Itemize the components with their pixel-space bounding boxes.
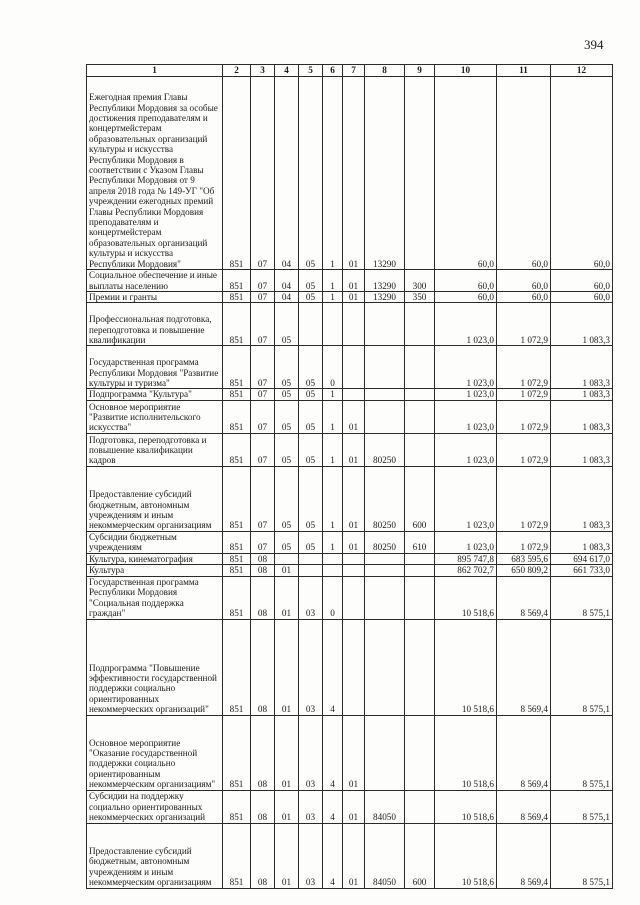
- row-value-cell: 8 569,4: [497, 576, 551, 619]
- row-name-cell: Ежегодная премия Главы Республики Мордовия за особые достижения преподавателям и концертмейстерам образовательных организаций культуры и искусства Республики Мордовия в соответствии с Указом Главы Республики Мордовия от 9 апреля 2018 года № 149-УГ "Об учреждении ежегодных премий Главы Республики Мордовия преподавателям и концертмейстерам образовательных организаций культуры и искусства Республики Мордовия": [87, 77, 223, 270]
- row-value-cell: 8 575,1: [551, 619, 613, 715]
- row-value-cell: 1 072,9: [497, 531, 551, 553]
- row-value-cell: 80250: [365, 466, 405, 531]
- row-value-cell: 01: [275, 619, 299, 715]
- row-value-cell: 851: [223, 303, 251, 346]
- row-value-cell: [405, 346, 435, 389]
- row-value-cell: 1: [323, 531, 343, 553]
- row-value-cell: 05: [275, 531, 299, 553]
- row-value-cell: 08: [251, 565, 275, 576]
- row-value-cell: [343, 565, 365, 576]
- row-value-cell: 650 809,2: [497, 565, 551, 576]
- row-value-cell: 10 518,6: [435, 715, 497, 790]
- row-value-cell: 01: [275, 790, 299, 823]
- row-value-cell: 01: [343, 466, 365, 531]
- row-value-cell: 1 083,3: [551, 466, 613, 531]
- row-value-cell: 1 083,3: [551, 389, 613, 400]
- row-value-cell: 01: [343, 531, 365, 553]
- row-value-cell: 08: [251, 823, 275, 888]
- row-value-cell: [343, 346, 365, 389]
- row-value-cell: 8 569,4: [497, 619, 551, 715]
- row-name-cell: Предоставление субсидий бюджетным, автономным учреждениям и иным некоммерческим организациям: [87, 823, 223, 888]
- row-value-cell: [365, 400, 405, 433]
- row-value-cell: 851: [223, 619, 251, 715]
- row-value-cell: 01: [343, 270, 365, 292]
- row-value-cell: 8 575,1: [551, 715, 613, 790]
- row-value-cell: 07: [251, 292, 275, 303]
- row-value-cell: 10 518,6: [435, 823, 497, 888]
- row-value-cell: 03: [299, 790, 323, 823]
- row-value-cell: [365, 303, 405, 346]
- budget-table: [86, 64, 613, 889]
- row-value-cell: 694 617,0: [551, 553, 613, 564]
- row-value-cell: [365, 553, 405, 564]
- column-header: 4: [275, 65, 299, 77]
- row-value-cell: 05: [299, 433, 323, 466]
- row-value-cell: [343, 619, 365, 715]
- row-value-cell: 8 575,1: [551, 576, 613, 619]
- row-value-cell: 851: [223, 270, 251, 292]
- row-name-cell: Субсидии бюджетным учреждениям: [87, 531, 223, 553]
- row-value-cell: [365, 346, 405, 389]
- table-row: [87, 619, 613, 715]
- row-value-cell: 05: [299, 466, 323, 531]
- row-value-cell: [343, 553, 365, 564]
- table-row: [87, 531, 613, 553]
- row-value-cell: 07: [251, 389, 275, 400]
- row-value-cell: 8 575,1: [551, 790, 613, 823]
- row-value-cell: 4: [323, 715, 343, 790]
- row-value-cell: 05: [299, 292, 323, 303]
- row-name-cell: Государственная программа Республики Мордовия "Развитие культуры и туризма": [87, 346, 223, 389]
- row-value-cell: 01: [343, 433, 365, 466]
- row-value-cell: 05: [299, 270, 323, 292]
- row-value-cell: 600: [405, 466, 435, 531]
- row-value-cell: 08: [251, 553, 275, 564]
- row-value-cell: 01: [343, 77, 365, 270]
- row-value-cell: 1 023,0: [435, 303, 497, 346]
- row-value-cell: 851: [223, 77, 251, 270]
- row-name-cell: Культура, кинематография: [87, 553, 223, 564]
- row-value-cell: 851: [223, 565, 251, 576]
- row-value-cell: [405, 389, 435, 400]
- row-value-cell: 1 023,0: [435, 389, 497, 400]
- table-row: [87, 346, 613, 389]
- row-value-cell: 300: [405, 270, 435, 292]
- table-row: [87, 303, 613, 346]
- row-value-cell: 1 072,9: [497, 400, 551, 433]
- row-value-cell: [365, 715, 405, 790]
- row-value-cell: 80250: [365, 433, 405, 466]
- row-value-cell: 10 518,6: [435, 790, 497, 823]
- row-value-cell: 851: [223, 466, 251, 531]
- row-value-cell: 60,0: [497, 270, 551, 292]
- row-value-cell: 60,0: [551, 292, 613, 303]
- row-value-cell: 1 023,0: [435, 466, 497, 531]
- row-value-cell: 4: [323, 823, 343, 888]
- row-value-cell: 01: [343, 715, 365, 790]
- table-row: [87, 433, 613, 466]
- row-value-cell: 01: [343, 790, 365, 823]
- table-row: [87, 715, 613, 790]
- table-row: [87, 400, 613, 433]
- row-value-cell: 84050: [365, 823, 405, 888]
- row-value-cell: 60,0: [497, 77, 551, 270]
- row-value-cell: 1 072,9: [497, 389, 551, 400]
- table-row: [87, 270, 613, 292]
- table-row: [87, 553, 613, 564]
- row-value-cell: [405, 715, 435, 790]
- table-row: [87, 576, 613, 619]
- row-value-cell: [365, 565, 405, 576]
- row-value-cell: 60,0: [435, 292, 497, 303]
- row-value-cell: 1 023,0: [435, 400, 497, 433]
- row-value-cell: 05: [275, 400, 299, 433]
- row-value-cell: 895 747,8: [435, 553, 497, 564]
- row-value-cell: 1: [323, 270, 343, 292]
- row-value-cell: [405, 576, 435, 619]
- row-value-cell: 03: [299, 823, 323, 888]
- table-row: [87, 77, 613, 270]
- row-name-cell: Подготовка, переподготовка и повышение квалификации кадров: [87, 433, 223, 466]
- row-value-cell: 851: [223, 292, 251, 303]
- table-row: [87, 292, 613, 303]
- row-value-cell: [405, 619, 435, 715]
- row-value-cell: 01: [343, 823, 365, 888]
- row-value-cell: 08: [251, 790, 275, 823]
- row-value-cell: [275, 553, 299, 564]
- row-value-cell: 05: [275, 346, 299, 389]
- row-value-cell: 10 518,6: [435, 576, 497, 619]
- column-header: 7: [343, 65, 365, 77]
- row-value-cell: 1 083,3: [551, 400, 613, 433]
- row-value-cell: 10 518,6: [435, 619, 497, 715]
- row-value-cell: [323, 565, 343, 576]
- column-header: 11: [497, 65, 551, 77]
- row-value-cell: 05: [299, 400, 323, 433]
- row-value-cell: 05: [275, 389, 299, 400]
- row-value-cell: 4: [323, 619, 343, 715]
- table-row: [87, 790, 613, 823]
- row-value-cell: 03: [299, 619, 323, 715]
- row-value-cell: [405, 303, 435, 346]
- table-row: [87, 389, 613, 400]
- row-name-cell: Подпрограмма "Культура": [87, 389, 223, 400]
- row-value-cell: 13290: [365, 292, 405, 303]
- row-value-cell: 07: [251, 270, 275, 292]
- row-value-cell: 04: [275, 77, 299, 270]
- row-value-cell: 1 083,3: [551, 531, 613, 553]
- row-value-cell: 07: [251, 400, 275, 433]
- row-value-cell: 0: [323, 346, 343, 389]
- header-row: [87, 65, 613, 77]
- row-name-cell: Культура: [87, 565, 223, 576]
- column-header: 6: [323, 65, 343, 77]
- row-value-cell: 1 072,9: [497, 346, 551, 389]
- column-header: 8: [365, 65, 405, 77]
- row-value-cell: 610: [405, 531, 435, 553]
- row-value-cell: 05: [299, 531, 323, 553]
- row-value-cell: [323, 553, 343, 564]
- column-header: 3: [251, 65, 275, 77]
- row-value-cell: 13290: [365, 77, 405, 270]
- row-value-cell: 4: [323, 790, 343, 823]
- row-value-cell: 1: [323, 389, 343, 400]
- row-value-cell: 05: [275, 433, 299, 466]
- column-header: 10: [435, 65, 497, 77]
- row-value-cell: [405, 77, 435, 270]
- row-value-cell: [405, 565, 435, 576]
- row-value-cell: 60,0: [435, 270, 497, 292]
- row-value-cell: 1: [323, 433, 343, 466]
- row-value-cell: [405, 433, 435, 466]
- row-value-cell: 08: [251, 715, 275, 790]
- row-value-cell: 1 083,3: [551, 303, 613, 346]
- row-value-cell: [299, 553, 323, 564]
- row-value-cell: [343, 389, 365, 400]
- row-value-cell: 04: [275, 270, 299, 292]
- row-value-cell: 851: [223, 400, 251, 433]
- row-name-cell: Предоставление субсидий бюджетным, автономным учреждениям и иным некоммерческим организациям: [87, 466, 223, 531]
- table-row: [87, 823, 613, 888]
- row-value-cell: 8 569,4: [497, 715, 551, 790]
- row-value-cell: 1 072,9: [497, 466, 551, 531]
- row-value-cell: [405, 790, 435, 823]
- row-value-cell: [323, 303, 343, 346]
- row-name-cell: Основное мероприятие "Развитие исполнительского искусства": [87, 400, 223, 433]
- row-value-cell: [405, 400, 435, 433]
- row-value-cell: [343, 303, 365, 346]
- row-value-cell: 350: [405, 292, 435, 303]
- row-value-cell: 1: [323, 292, 343, 303]
- row-value-cell: 851: [223, 823, 251, 888]
- row-value-cell: 84050: [365, 790, 405, 823]
- row-name-cell: Премии и гранты: [87, 292, 223, 303]
- row-name-cell: Государственная программа Республики Мордовия "Социальная поддержка граждан": [87, 576, 223, 619]
- row-value-cell: 851: [223, 531, 251, 553]
- row-value-cell: 60,0: [551, 77, 613, 270]
- row-value-cell: 07: [251, 433, 275, 466]
- row-name-cell: Подпрограмма "Повышение эффективности государственной поддержки социально ориентированных некоммерческих организаций": [87, 619, 223, 715]
- row-value-cell: 661 733,0: [551, 565, 613, 576]
- row-value-cell: 862 702,7: [435, 565, 497, 576]
- row-value-cell: 600: [405, 823, 435, 888]
- row-value-cell: 07: [251, 466, 275, 531]
- row-value-cell: 8 569,4: [497, 790, 551, 823]
- row-value-cell: 1: [323, 400, 343, 433]
- row-value-cell: 05: [275, 303, 299, 346]
- row-value-cell: 851: [223, 715, 251, 790]
- row-value-cell: 01: [275, 576, 299, 619]
- row-value-cell: 851: [223, 346, 251, 389]
- row-value-cell: 01: [343, 292, 365, 303]
- row-value-cell: 1: [323, 77, 343, 270]
- row-value-cell: 8 575,1: [551, 823, 613, 888]
- row-value-cell: 80250: [365, 531, 405, 553]
- row-value-cell: 60,0: [551, 270, 613, 292]
- row-value-cell: 60,0: [497, 292, 551, 303]
- row-value-cell: 03: [299, 576, 323, 619]
- row-value-cell: 1: [323, 466, 343, 531]
- row-value-cell: 04: [275, 292, 299, 303]
- row-value-cell: 13290: [365, 270, 405, 292]
- row-value-cell: 1 023,0: [435, 433, 497, 466]
- row-value-cell: 07: [251, 303, 275, 346]
- row-value-cell: 03: [299, 715, 323, 790]
- table-row: [87, 565, 613, 576]
- row-value-cell: [365, 576, 405, 619]
- row-value-cell: 05: [299, 346, 323, 389]
- row-value-cell: [365, 389, 405, 400]
- row-value-cell: 01: [343, 400, 365, 433]
- row-value-cell: [365, 619, 405, 715]
- row-value-cell: 851: [223, 790, 251, 823]
- row-value-cell: 1 083,3: [551, 433, 613, 466]
- column-header: 5: [299, 65, 323, 77]
- row-name-cell: Профессиональная подготовка, переподготовка и повышение квалификации: [87, 303, 223, 346]
- row-value-cell: 01: [275, 823, 299, 888]
- row-value-cell: 05: [275, 466, 299, 531]
- row-value-cell: 851: [223, 553, 251, 564]
- row-value-cell: [299, 303, 323, 346]
- column-header: 1: [87, 65, 223, 77]
- row-value-cell: 07: [251, 531, 275, 553]
- row-value-cell: 07: [251, 346, 275, 389]
- row-value-cell: 851: [223, 389, 251, 400]
- column-header: 12: [551, 65, 613, 77]
- row-value-cell: 05: [299, 77, 323, 270]
- row-value-cell: 1 083,3: [551, 346, 613, 389]
- table-row: [87, 466, 613, 531]
- row-value-cell: 0: [323, 576, 343, 619]
- row-value-cell: 08: [251, 576, 275, 619]
- row-value-cell: [405, 553, 435, 564]
- table-body: [87, 77, 613, 889]
- row-value-cell: 07: [251, 77, 275, 270]
- row-value-cell: 05: [299, 389, 323, 400]
- row-value-cell: [299, 565, 323, 576]
- row-name-cell: Субсидии на поддержку социально ориентированных некоммерческих организаций: [87, 790, 223, 823]
- row-value-cell: [343, 576, 365, 619]
- row-value-cell: 8 569,4: [497, 823, 551, 888]
- row-value-cell: 01: [275, 715, 299, 790]
- row-value-cell: 08: [251, 619, 275, 715]
- page-number: 394: [584, 37, 604, 52]
- column-header: 2: [223, 65, 251, 77]
- row-value-cell: 1 072,9: [497, 303, 551, 346]
- row-value-cell: 1 072,9: [497, 433, 551, 466]
- row-value-cell: 1 023,0: [435, 531, 497, 553]
- row-value-cell: 60,0: [435, 77, 497, 270]
- row-name-cell: Социальное обеспечение и иные выплаты населению: [87, 270, 223, 292]
- row-value-cell: 01: [275, 565, 299, 576]
- column-header: 9: [405, 65, 435, 77]
- row-value-cell: 683 595,6: [497, 553, 551, 564]
- row-value-cell: 1 023,0: [435, 346, 497, 389]
- table-header: [87, 65, 613, 77]
- row-value-cell: 851: [223, 433, 251, 466]
- row-value-cell: 851: [223, 576, 251, 619]
- row-name-cell: Основное мероприятие "Оказание государственной поддержки социально ориентированным некоммерческим организациям": [87, 715, 223, 790]
